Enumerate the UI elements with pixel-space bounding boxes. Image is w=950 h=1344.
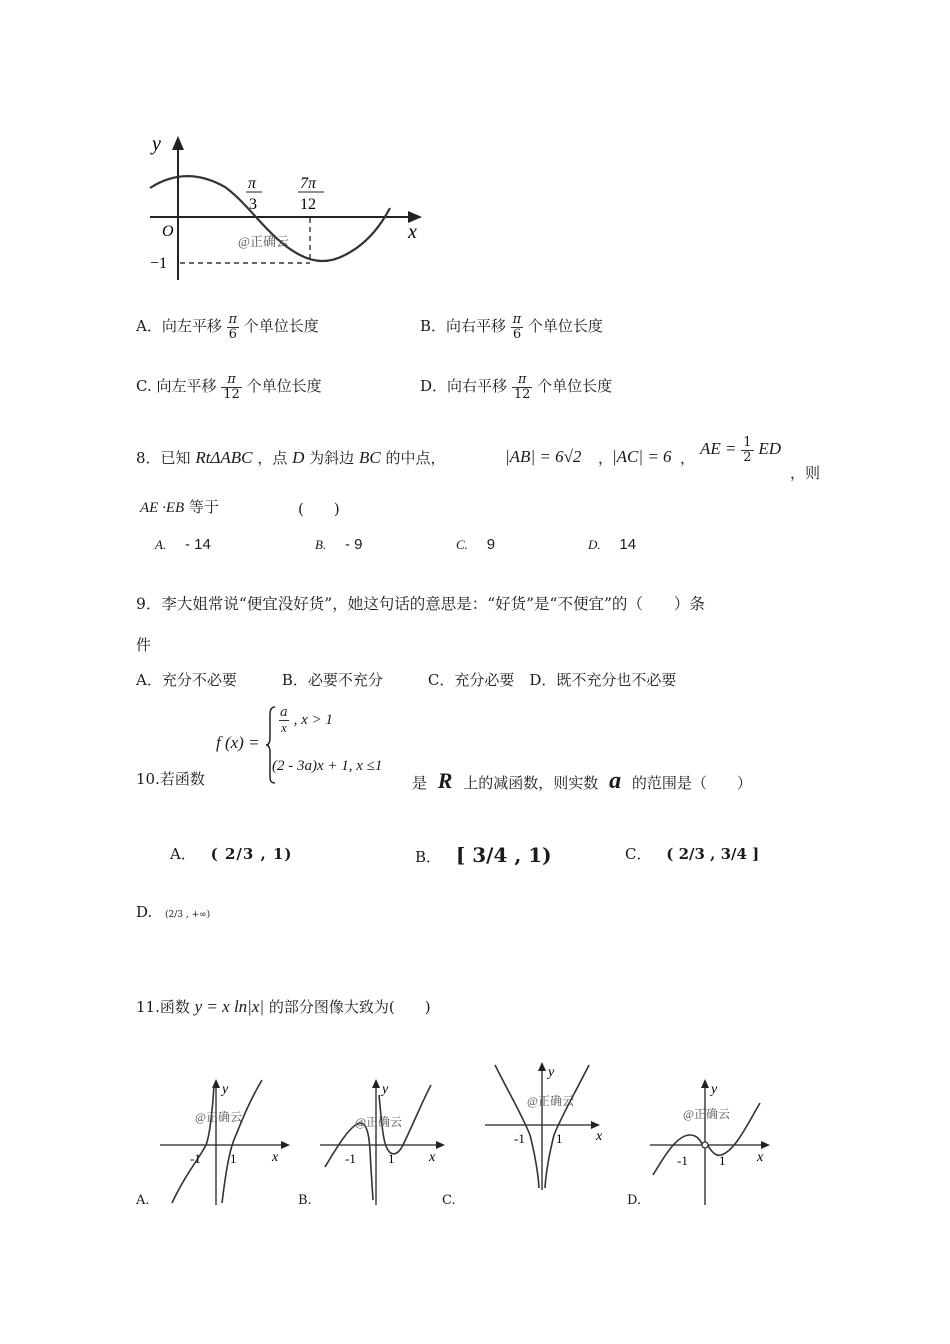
q11-graph-c[interactable]: [480, 1060, 620, 1195]
q11-graph-d[interactable]: [645, 1075, 785, 1210]
q11-label-d: D.: [627, 1193, 642, 1208]
q9-stem-line1: 9．李大姐常说“便宜没好货”，她这句话的意思是：“好货”是“不便宜”的（ ）条: [136, 595, 705, 613]
q10-stem-tail: 是 R 上的减函数，则实数 a 的范围是（ ）: [412, 768, 752, 794]
q7-b-suffix: 个单位长度: [527, 317, 603, 336]
q7-option-b[interactable]: [420, 313, 603, 341]
pi3-num: π: [248, 175, 257, 192]
q11-graph-a[interactable]: [150, 1075, 295, 1210]
q8-point-d: D: [292, 448, 305, 467]
q8-comma-1: ，: [598, 449, 614, 467]
q7-c-frac: $\frac{\pi}{12}$: [223, 372, 240, 402]
p712-num: 7π: [300, 175, 317, 192]
q10-option-d[interactable]: D. (2/3 , +∞): [136, 903, 211, 921]
svg-text:@正确云: @正确云: [355, 1115, 403, 1129]
origin-label: O: [162, 223, 174, 240]
q8-text-3: 的中点，: [385, 449, 446, 467]
q7-b-frac: $\frac{\pi}{6}$: [512, 312, 522, 342]
q7-option-c[interactable]: [136, 373, 322, 401]
q10-option-a[interactable]: A． ( 2/3 , 1): [170, 845, 293, 863]
q8-option-c[interactable]: C. 9: [456, 536, 496, 553]
y-axis-label: y: [152, 133, 161, 155]
q8-stem-line2: [140, 496, 219, 517]
q11-stem: 11.函数 y = x ln|x| 的部分图像大致为( ): [136, 997, 431, 1016]
q10-option-c[interactable]: C． ( 2/3 , 3/4 ]: [625, 845, 760, 863]
watermark: @正确云: [238, 234, 289, 249]
q11-label-a: A.: [136, 1193, 150, 1208]
pi3-den: 3: [249, 196, 257, 213]
sine-graph: [140, 130, 430, 290]
q8-text-2: 为斜边: [309, 449, 355, 467]
q8-text-1: ，点: [257, 449, 288, 467]
q8-stem-line1: [136, 447, 446, 468]
svg-text:x: x: [429, 1150, 436, 1165]
svg-text:-1: -1: [190, 1151, 201, 1166]
svg-text:1: 1: [556, 1131, 563, 1146]
q8-ab-abs: |AB| = 6√2: [505, 447, 582, 466]
x-axis-label: x: [408, 221, 417, 243]
svg-text:@正确云: @正确云: [195, 1110, 243, 1124]
q7-c-suffix: 个单位长度: [246, 377, 322, 396]
svg-text:y: y: [548, 1065, 555, 1080]
q8-ae-expr: AE = $\frac{1}{2}$ ED: [700, 435, 782, 465]
q8-number: 8．已知: [136, 449, 191, 467]
svg-text:x: x: [272, 1150, 279, 1165]
q8-comma-2: ，: [680, 449, 696, 467]
svg-text:y: y: [382, 1082, 389, 1097]
y-axis-arrow: [172, 136, 184, 150]
svg-text:y: y: [222, 1082, 229, 1097]
q8-option-b[interactable]: B. - 9: [315, 536, 363, 553]
q11-label-b: B.: [298, 1193, 312, 1208]
q7-a-prefix: A．向左平移: [136, 317, 222, 336]
svg-text:@正确云: @正确云: [527, 1094, 575, 1108]
q7-option-a[interactable]: [136, 313, 319, 341]
q7-b-prefix: B．向右平移: [420, 317, 507, 336]
svg-text:y: y: [711, 1082, 718, 1097]
q10-case-1: $\frac{a}{x}$ , x > 1: [280, 705, 333, 735]
q7-option-d[interactable]: [420, 373, 612, 401]
q11-graph-b[interactable]: [315, 1075, 455, 1210]
svg-text:-1: -1: [345, 1151, 356, 1166]
q8-bc: BC: [358, 448, 381, 467]
q7-a-frac: $\frac{\pi}{6}$: [228, 312, 238, 342]
minus-one-label: −1: [150, 255, 168, 272]
svg-text:1: 1: [230, 1151, 237, 1166]
q7-d-suffix: 个单位长度: [537, 377, 613, 396]
svg-text:-1: -1: [514, 1131, 525, 1146]
q8-paren: ( ): [298, 500, 340, 518]
svg-text:1: 1: [719, 1153, 726, 1168]
q10-option-b[interactable]: B． [ 3/4 , 1): [415, 843, 552, 867]
q7-d-frac: $\frac{\pi}{12}$: [513, 372, 531, 402]
q8-ask: 等于: [188, 498, 219, 516]
q8-triangle: RtΔABC: [195, 448, 253, 467]
q10-case-2: (2 - 3a)x + 1, x ≤1: [272, 758, 383, 774]
q8-tail: ，则: [790, 464, 821, 482]
svg-text:-1: -1: [677, 1153, 688, 1168]
q9-options[interactable]: A．充分不必要 B．必要不充分 C．充分必要 D．既不充分也不必要: [136, 671, 677, 689]
q8-ac-abs: |AC| = 6: [612, 447, 672, 466]
svg-text:1: 1: [388, 1151, 395, 1166]
q7-a-suffix: 个单位长度: [243, 317, 319, 336]
q11-label-c: C.: [442, 1193, 456, 1208]
p712-den: 12: [300, 196, 316, 213]
svg-text:x: x: [596, 1129, 603, 1144]
q10-number: 10.若函数: [136, 770, 205, 788]
q7-c-prefix: C. 向左平移: [136, 377, 217, 396]
q8-dot-expr: AE ·EB: [140, 500, 185, 516]
q10-fx: f (x) =: [216, 733, 260, 752]
q8-option-d[interactable]: D. 14: [588, 536, 637, 553]
q8-option-a[interactable]: A. - 14: [155, 536, 211, 553]
svg-text:@正确云: @正确云: [683, 1107, 731, 1121]
q7-d-prefix: D．向右平移: [420, 377, 508, 396]
q9-stem-line2: 件: [136, 636, 152, 654]
svg-text:x: x: [757, 1150, 764, 1165]
